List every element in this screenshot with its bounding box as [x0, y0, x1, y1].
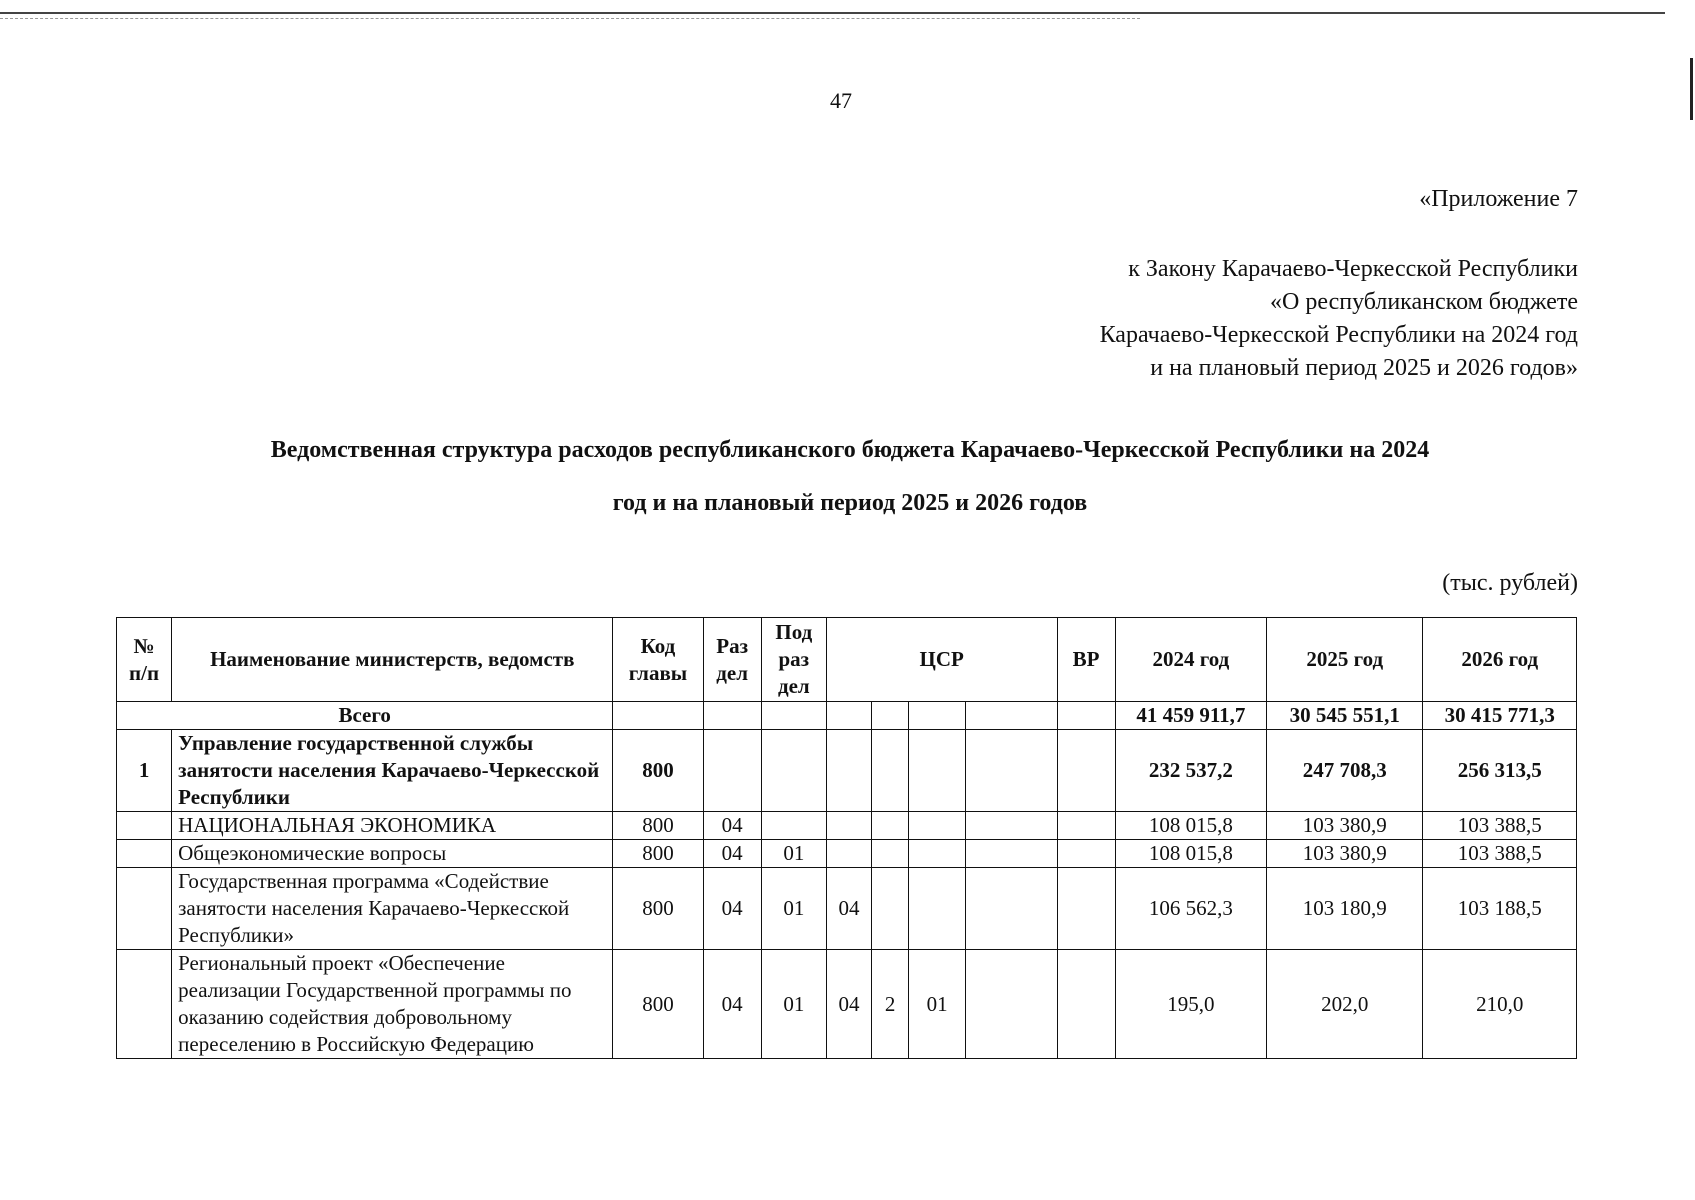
table-row	[117, 730, 1577, 812]
row-csr-4	[966, 840, 1057, 868]
row-2025: 202,0	[1267, 950, 1423, 1059]
scan-top-border	[0, 12, 1665, 14]
row-num	[117, 950, 172, 1059]
table-row	[117, 950, 1577, 1059]
row-name: Общеэкономические вопросы	[172, 840, 613, 868]
row-name: НАЦИОНАЛЬНАЯ ЭКОНОМИКА	[172, 812, 613, 840]
row-num	[117, 840, 172, 868]
row-2026: 210,0	[1423, 950, 1577, 1059]
table-row	[117, 868, 1577, 950]
row-vr	[1057, 812, 1115, 840]
row-csr-2	[872, 812, 909, 840]
row-name: Государственная программа «Содействие занятости населения Карачаево-Черкесской Республики»	[172, 868, 613, 950]
row-subsection	[761, 730, 826, 812]
row-num	[117, 868, 172, 950]
header-num: № п/п	[117, 618, 172, 702]
header-2026: 2026 год	[1423, 618, 1577, 702]
header-2024: 2024 год	[1115, 618, 1266, 702]
row-csr-1	[826, 730, 871, 812]
row-csr-1: 04	[826, 950, 871, 1059]
table-row	[117, 812, 1577, 840]
row-2024: 108 015,8	[1115, 812, 1266, 840]
header-section: Раз дел	[703, 618, 761, 702]
row-subsection	[761, 812, 826, 840]
row-section	[703, 730, 761, 812]
total-2025: 30 545 551,1	[1267, 702, 1423, 730]
header-subsection: Под раз дел	[761, 618, 826, 702]
row-2024: 108 015,8	[1115, 840, 1266, 868]
row-section: 04	[703, 868, 761, 950]
document-title-line: год и на плановый период 2025 и 2026 годов	[612, 490, 1088, 516]
total-label: Всего	[117, 702, 613, 730]
row-2024: 232 537,2	[1115, 730, 1266, 812]
row-csr-3	[909, 812, 966, 840]
law-reference	[1100, 253, 1578, 385]
row-vr	[1057, 950, 1115, 1059]
row-chapter: 800	[613, 730, 703, 812]
law-reference-line: «О республиканском бюджете	[1269, 289, 1578, 315]
row-2025: 103 380,9	[1267, 812, 1423, 840]
row-csr-1	[826, 840, 871, 868]
table-header-row	[117, 618, 1577, 702]
row-subsection: 01	[761, 868, 826, 950]
row-2026: 103 388,5	[1423, 840, 1577, 868]
row-2026: 103 388,5	[1423, 812, 1577, 840]
law-reference-line: к Закону Карачаево-Черкесской Республики	[1128, 256, 1578, 282]
table-row	[117, 840, 1577, 868]
scan-right-edge	[1690, 58, 1693, 120]
row-csr-1: 04	[826, 868, 871, 950]
row-subsection: 01	[761, 950, 826, 1059]
row-csr-3	[909, 840, 966, 868]
row-section: 04	[703, 812, 761, 840]
header-vr: ВР	[1057, 618, 1115, 702]
total-2026: 30 415 771,3	[1423, 702, 1577, 730]
row-csr-3	[909, 868, 966, 950]
row-vr	[1057, 730, 1115, 812]
row-chapter: 800	[613, 950, 703, 1059]
row-vr	[1057, 868, 1115, 950]
row-section: 04	[703, 840, 761, 868]
scan-top-border-thin	[0, 18, 1140, 19]
row-chapter: 800	[613, 868, 703, 950]
row-chapter: 800	[613, 840, 703, 868]
row-2025: 247 708,3	[1267, 730, 1423, 812]
row-csr-1	[826, 812, 871, 840]
budget-table	[116, 617, 1577, 1059]
total-2024: 41 459 911,7	[1115, 702, 1266, 730]
row-csr-4	[966, 812, 1057, 840]
row-csr-2	[872, 868, 909, 950]
row-section: 04	[703, 950, 761, 1059]
row-2026: 103 188,5	[1423, 868, 1577, 950]
header-name: Наименование министерств, ведомств	[172, 618, 613, 702]
header-chapter: Код главы	[613, 618, 703, 702]
law-reference-line: Карачаево-Черкесской Республики на 2024 год	[1099, 322, 1578, 348]
total-row	[117, 702, 1577, 730]
document-title	[140, 424, 1560, 530]
appendix-title: «Приложение 7	[1419, 186, 1578, 212]
row-name: Управление государственной службы занятости населения Карачаево-Черкесской Республики	[172, 730, 613, 812]
row-csr-2: 2	[872, 950, 909, 1059]
row-chapter: 800	[613, 812, 703, 840]
row-2026: 256 313,5	[1423, 730, 1577, 812]
document-title-line: Ведомственная структура расходов республиканского бюджета Карачаево-Черкесской Республики на 2024	[270, 437, 1430, 463]
header-2025: 2025 год	[1267, 618, 1423, 702]
row-num	[117, 812, 172, 840]
header-csr: ЦСР	[826, 618, 1057, 702]
page-number: 47	[830, 88, 852, 113]
row-2025: 103 180,9	[1267, 868, 1423, 950]
row-csr-4	[966, 730, 1057, 812]
row-csr-4	[966, 950, 1057, 1059]
row-csr-2	[872, 840, 909, 868]
row-csr-4	[966, 868, 1057, 950]
row-csr-3	[909, 730, 966, 812]
row-csr-3: 01	[909, 950, 966, 1059]
row-2024: 195,0	[1115, 950, 1266, 1059]
row-csr-2	[872, 730, 909, 812]
unit-label: (тыс. рублей)	[1442, 570, 1578, 596]
row-2025: 103 380,9	[1267, 840, 1423, 868]
row-name: Региональный проект «Обеспечение реализации Государственной программы по оказанию содействия добровольному переселению в Российскую Федерацию	[172, 950, 613, 1059]
row-num: 1	[117, 730, 172, 812]
law-reference-line: и на плановый период 2025 и 2026 годов»	[1150, 355, 1578, 381]
row-2024: 106 562,3	[1115, 868, 1266, 950]
row-vr	[1057, 840, 1115, 868]
row-subsection: 01	[761, 840, 826, 868]
